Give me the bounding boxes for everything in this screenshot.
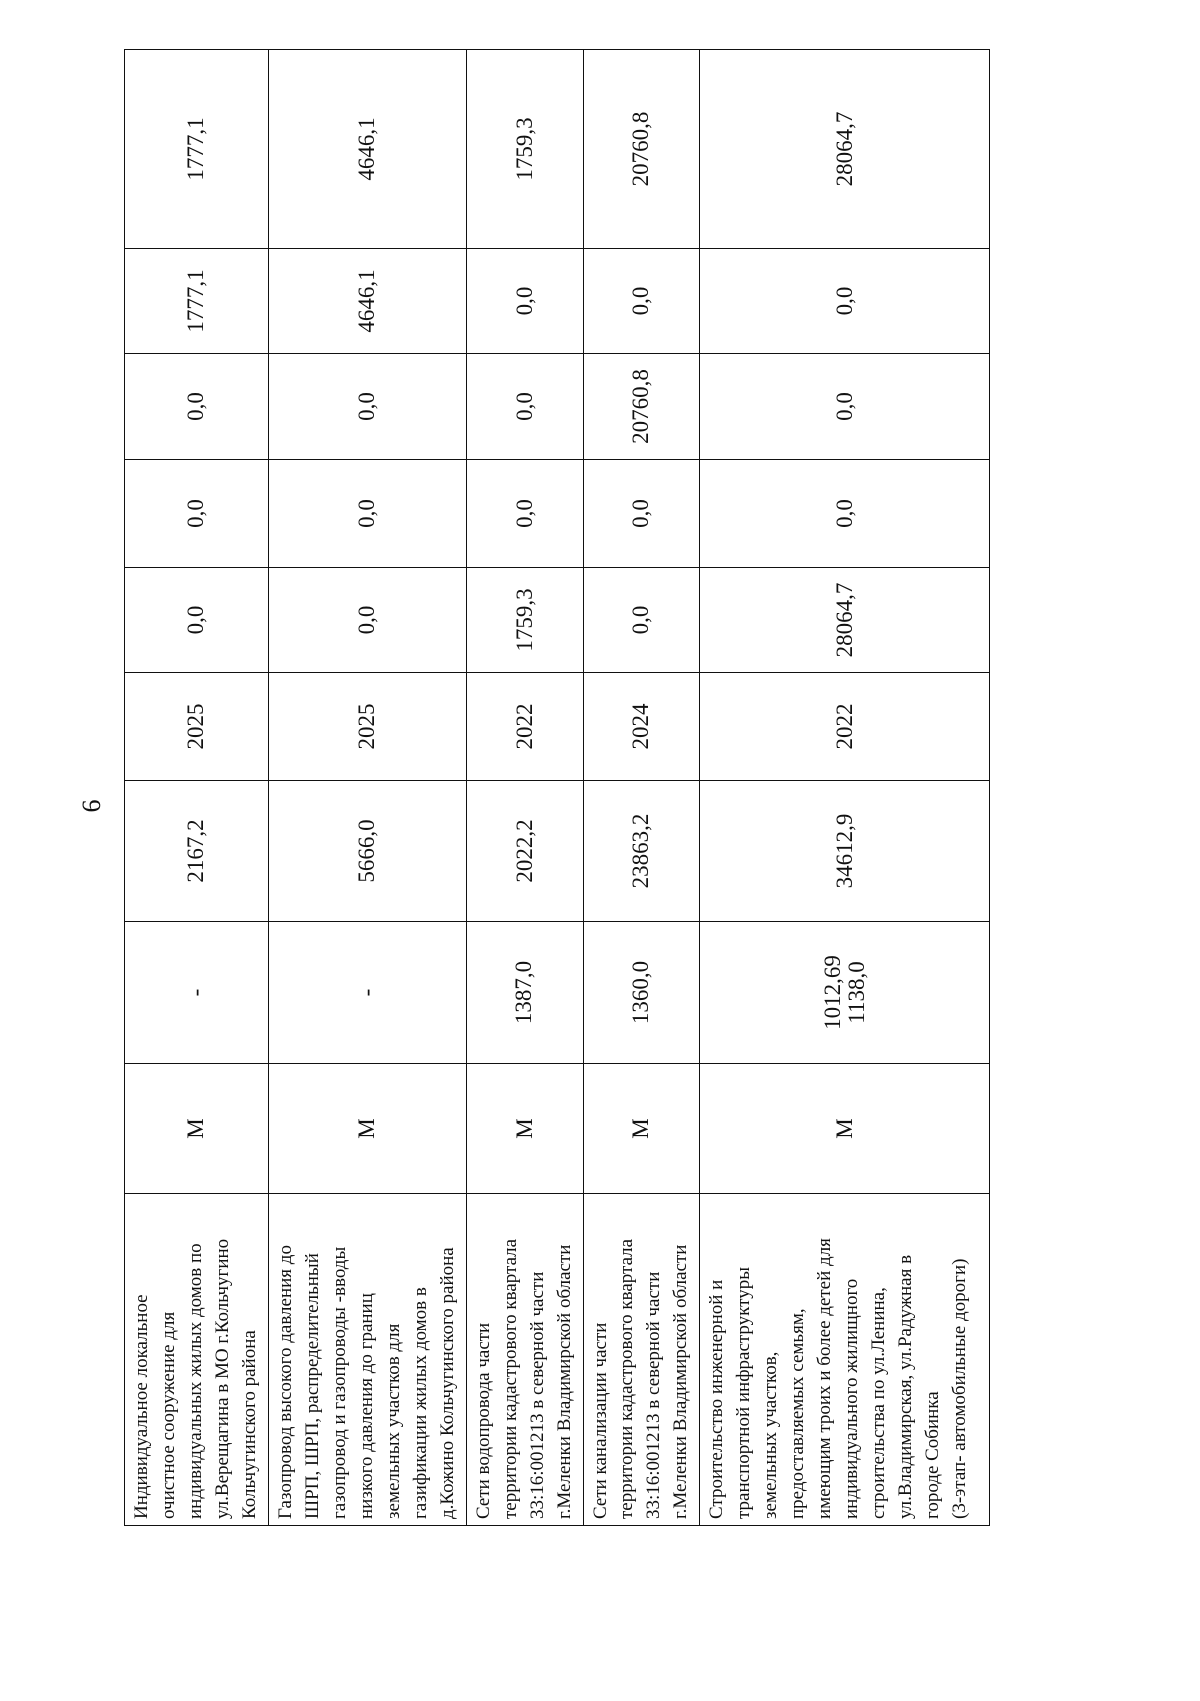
length-cell: - bbox=[125, 922, 269, 1064]
value-cell: 0,0 bbox=[125, 460, 269, 568]
unit-cell: М bbox=[268, 1064, 466, 1194]
name-line: индивидуальных жилых домов по bbox=[184, 1243, 206, 1519]
year-cell: 2025 bbox=[268, 673, 466, 781]
table-row bbox=[125, 50, 269, 1526]
total-cell: 28064,7 bbox=[700, 50, 990, 249]
name-line: газопровод и газопроводы -вводы bbox=[328, 1246, 350, 1519]
value-cell: 1777,1 bbox=[125, 249, 269, 354]
object-name-cell bbox=[583, 1194, 700, 1526]
name-line: д.Кожино Кольчугинского района bbox=[436, 1247, 458, 1519]
cost-cell: 2167,2 bbox=[125, 781, 269, 922]
length-cell: 1012,69 1138,0 bbox=[700, 922, 990, 1064]
value-cell: 0,0 bbox=[466, 249, 583, 354]
value-cell: 0,0 bbox=[583, 568, 700, 673]
name-line: Строительство инженерной и bbox=[706, 1279, 728, 1519]
cost-cell: 23863,2 bbox=[583, 781, 700, 922]
year-cell: 2022 bbox=[466, 673, 583, 781]
value-cell: 0,0 bbox=[583, 249, 700, 354]
total-cell: 20760,8 bbox=[583, 50, 700, 249]
value-cell: 0,0 bbox=[268, 568, 466, 673]
cost-cell: 2022,2 bbox=[466, 781, 583, 922]
object-name-cell bbox=[466, 1194, 583, 1526]
value-cell: 20760,8 bbox=[583, 354, 700, 460]
name-line: Кольчугинского района bbox=[238, 1330, 260, 1519]
page-number: 6 bbox=[77, 799, 106, 813]
name-line: предоставляемых семьям, bbox=[787, 1308, 809, 1519]
value-cell: 0,0 bbox=[268, 460, 466, 568]
name-line: 33:16:001213 в северной части bbox=[526, 1271, 548, 1519]
name-line: низкого давления до границ bbox=[355, 1293, 377, 1519]
name-line: территории кадастрового квартала bbox=[616, 1238, 638, 1519]
name-line: очистное сооружение для bbox=[157, 1311, 179, 1519]
object-name-cell bbox=[268, 1194, 466, 1526]
unit-cell: М bbox=[125, 1064, 269, 1194]
value-cell: 0,0 bbox=[700, 460, 990, 568]
name-line: Индивидуальное локальное bbox=[131, 1294, 152, 1519]
name-line: 33:16:001213 в северной части bbox=[643, 1271, 665, 1519]
name-line: г.Меленки Владимирской области bbox=[670, 1244, 692, 1519]
table-row bbox=[466, 50, 583, 1526]
total-cell: 1759,3 bbox=[466, 50, 583, 249]
table-row bbox=[700, 50, 990, 1526]
name-line: ШРП, ШРП, распределительный bbox=[301, 1253, 323, 1519]
value-cell: 0,0 bbox=[125, 354, 269, 460]
name-line: г.Меленки Владимирской области bbox=[553, 1244, 575, 1519]
name-line: Сети канализации части bbox=[589, 1322, 611, 1519]
cost-cell: 34612,9 bbox=[700, 781, 990, 922]
name-line: транспортной инфраструктуры bbox=[733, 1267, 755, 1519]
data-table bbox=[124, 49, 990, 1526]
table-row bbox=[268, 50, 466, 1526]
name-line: территории кадастрового квартала bbox=[499, 1238, 521, 1519]
year-cell: 2024 bbox=[583, 673, 700, 781]
value-cell: 0,0 bbox=[466, 354, 583, 460]
name-line: газификации жилых домов в bbox=[409, 1287, 431, 1519]
value-cell: 0,0 bbox=[125, 568, 269, 673]
unit-cell: М bbox=[583, 1064, 700, 1194]
name-line: Сети водопровода части bbox=[472, 1322, 494, 1519]
name-line: городе Собинка bbox=[922, 1391, 944, 1519]
name-line: Газопровод высокого давления до bbox=[274, 1245, 296, 1519]
unit-cell: М bbox=[466, 1064, 583, 1194]
value-cell: 0,0 bbox=[268, 354, 466, 460]
name-line: имеющим троих и более детей для bbox=[814, 1238, 836, 1519]
object-name-cell bbox=[700, 1194, 990, 1526]
value-cell: 1759,3 bbox=[466, 568, 583, 673]
total-cell: 4646,1 bbox=[268, 50, 466, 249]
name-line: земельных участков для bbox=[382, 1323, 404, 1519]
value-cell: 0,0 bbox=[700, 354, 990, 460]
unit-cell: М bbox=[700, 1064, 990, 1194]
value-cell: 0,0 bbox=[583, 460, 700, 568]
name-line: (3-этап- автомобильные дороги) bbox=[949, 1258, 971, 1519]
name-line: ул.Владимирская, ул.Радужная в bbox=[895, 1254, 917, 1519]
length-cell: - bbox=[268, 922, 466, 1064]
value-cell: 0,0 bbox=[466, 460, 583, 568]
length-cell: 1387,0 bbox=[466, 922, 583, 1064]
value-cell: 0,0 bbox=[700, 249, 990, 354]
total-cell: 1777,1 bbox=[125, 50, 269, 249]
length-cell: 1360,0 bbox=[583, 922, 700, 1064]
year-cell: 2025 bbox=[125, 673, 269, 781]
name-line: земельных участков, bbox=[760, 1351, 782, 1519]
name-line: ул.Верещагина в МО г.Кольчугино bbox=[211, 1238, 233, 1519]
rotated-table-container bbox=[124, 50, 971, 1526]
object-name-cell bbox=[125, 1194, 269, 1526]
value-cell: 4646,1 bbox=[268, 249, 466, 354]
name-line: строительства по ул.Ленина, bbox=[868, 1287, 890, 1519]
year-cell: 2022 bbox=[700, 673, 990, 781]
cost-cell: 5666,0 bbox=[268, 781, 466, 922]
name-line: индивидуального жилищного bbox=[841, 1278, 863, 1519]
value-cell: 28064,7 bbox=[700, 568, 990, 673]
table-row bbox=[583, 50, 700, 1526]
